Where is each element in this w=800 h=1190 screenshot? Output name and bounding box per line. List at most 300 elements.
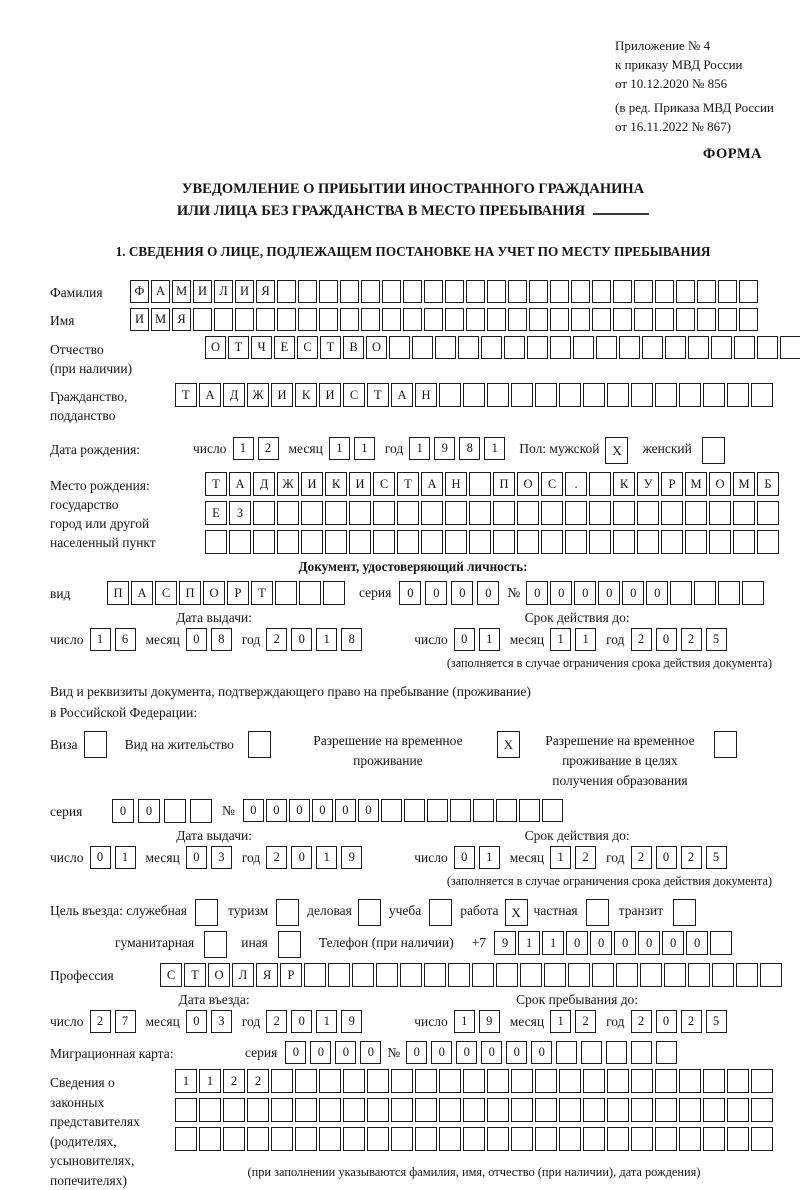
profession-cell[interactable] [616,963,638,987]
citizenship-cell[interactable] [727,383,749,407]
birth-day-cell[interactable]: 1 [233,437,254,460]
representative-cell[interactable]: 1 [199,1069,221,1093]
citizenship-cell[interactable] [679,383,701,407]
given-name-cell[interactable] [571,308,590,331]
citizenship-cell[interactable]: Н [415,383,437,407]
purpose-checkbox[interactable]: X [505,899,528,926]
surname-cell[interactable] [739,280,758,303]
representative-cell[interactable]: 2 [247,1069,269,1093]
patronymic-cell[interactable] [389,336,410,359]
profession-cell[interactable] [496,963,518,987]
birth-place-cell[interactable] [349,530,371,554]
representative-cell[interactable] [727,1098,749,1122]
migration-number-cell[interactable] [581,1041,602,1064]
representative-cell[interactable]: 2 [223,1069,245,1093]
birth-place-cell[interactable] [493,530,515,554]
representative-cell[interactable] [439,1098,461,1122]
phone-digit-cell[interactable]: 0 [686,931,708,955]
birth-place-cell[interactable]: И [301,472,323,496]
patronymic-cell[interactable] [688,336,709,359]
visa-checkbox[interactable] [84,731,107,758]
representative-cell[interactable] [631,1069,653,1093]
valid-month-cell[interactable]: 1 [575,628,596,651]
doc-kind-cell[interactable]: П [107,581,129,605]
birth-place-cell[interactable]: Т [397,472,419,496]
citizenship-cell[interactable]: Т [175,383,197,407]
phone-digit-cell[interactable]: 0 [566,931,588,955]
birth-year-cell[interactable]: 8 [459,437,480,460]
surname-cell[interactable] [634,280,653,303]
doc-series-cell[interactable]: 0 [425,581,447,605]
doc-kind-cell[interactable] [299,581,321,605]
valid-day-cell[interactable]: 1 [479,628,500,651]
issue-year-cell[interactable]: 1 [316,628,337,651]
valid-year-cell[interactable]: 5 [706,628,727,651]
surname-cell[interactable] [403,280,422,303]
citizenship-cell[interactable] [535,383,557,407]
issue-month-cell[interactable]: 0 [186,846,207,869]
issue-year-cell[interactable]: 2 [266,628,287,651]
birth-place-cell[interactable]: Е [205,501,227,525]
birth-month-cell[interactable]: 1 [354,437,375,460]
birth-place-cell[interactable] [253,501,275,525]
representative-cell[interactable] [343,1098,365,1122]
issue-month-cell[interactable]: 0 [186,628,207,651]
surname-cell[interactable] [718,280,737,303]
birth-place-cell[interactable] [637,530,659,554]
valid-year-cell[interactable]: 0 [656,628,677,651]
citizenship-cell[interactable] [751,383,773,407]
profession-cell[interactable] [544,963,566,987]
representative-cell[interactable] [391,1069,413,1093]
representative-cell[interactable] [703,1069,725,1093]
surname-cell[interactable] [655,280,674,303]
birth-place-cell[interactable]: Ж [277,472,299,496]
issue-year-cell[interactable]: 0 [291,628,312,651]
birth-place-cell[interactable] [541,501,563,525]
birth-place-cell[interactable] [397,530,419,554]
representative-cell[interactable] [175,1098,197,1122]
birth-place-cell[interactable] [589,501,611,525]
issue-day-cell[interactable]: 1 [90,628,111,651]
birth-place-cell[interactable] [421,501,443,525]
given-name-cell[interactable] [361,308,380,331]
stay-year-cell[interactable]: 2 [631,1010,652,1033]
surname-cell[interactable] [277,280,296,303]
residence-number-cell[interactable] [404,799,425,822]
doc-kind-cell[interactable]: Т [251,581,273,605]
doc-kind-cell[interactable]: О [203,581,225,605]
residence-series-cell[interactable] [164,799,186,823]
citizenship-cell[interactable] [511,383,533,407]
surname-cell[interactable]: Ф [130,280,149,303]
patronymic-cell[interactable]: С [297,336,318,359]
given-name-cell[interactable] [508,308,527,331]
valid-day-cell[interactable]: 0 [454,846,475,869]
male-checkbox[interactable]: X [605,437,628,464]
citizenship-cell[interactable] [607,383,629,407]
patronymic-cell[interactable] [757,336,778,359]
valid-month-cell[interactable]: 2 [575,846,596,869]
doc-kind-cell[interactable]: А [131,581,153,605]
purpose-checkbox[interactable] [429,899,452,926]
doc-number-cell[interactable]: 0 [526,581,548,605]
birth-place-cell[interactable]: О [709,472,731,496]
birth-place-cell[interactable] [685,501,707,525]
representative-cell[interactable] [415,1098,437,1122]
residence-permit-checkbox[interactable] [248,731,271,758]
purpose-checkbox[interactable] [195,899,218,926]
stay-day-cell[interactable]: 9 [479,1010,500,1033]
representative-cell[interactable] [391,1098,413,1122]
issue-year-cell[interactable]: 1 [316,846,337,869]
representative-cell[interactable] [295,1069,317,1093]
citizenship-cell[interactable]: Ж [247,383,269,407]
residence-number-cell[interactable]: 0 [243,799,264,822]
patronymic-cell[interactable]: Е [274,336,295,359]
citizenship-cell[interactable] [463,383,485,407]
residence-number-cell[interactable] [450,799,471,822]
citizenship-cell[interactable] [487,383,509,407]
representative-cell[interactable] [415,1127,437,1151]
patronymic-cell[interactable]: О [205,336,226,359]
patronymic-cell[interactable] [550,336,571,359]
profession-cell[interactable] [304,963,326,987]
birth-place-cell[interactable]: Д [253,472,275,496]
patronymic-cell[interactable]: Т [320,336,341,359]
issue-year-cell[interactable]: 9 [341,846,362,869]
purpose-checkbox[interactable] [276,899,299,926]
representative-cell[interactable] [679,1069,701,1093]
birth-place-cell[interactable] [277,501,299,525]
issue-month-cell[interactable]: 3 [211,846,232,869]
stay-month-cell[interactable]: 1 [550,1010,571,1033]
surname-cell[interactable]: М [172,280,191,303]
residence-number-cell[interactable] [542,799,563,822]
citizenship-cell[interactable]: И [319,383,341,407]
birth-place-cell[interactable] [373,530,395,554]
phone-digit-cell[interactable]: 0 [638,931,660,955]
phone-digit-cell[interactable]: 1 [542,931,564,955]
surname-cell[interactable] [697,280,716,303]
citizenship-cell[interactable]: И [271,383,293,407]
doc-series-cell[interactable]: 0 [477,581,499,605]
citizenship-cell[interactable] [559,383,581,407]
doc-number-cell[interactable]: 0 [598,581,620,605]
patronymic-cell[interactable] [711,336,732,359]
birth-place-cell[interactable] [613,501,635,525]
patronymic-cell[interactable] [435,336,456,359]
representative-cell[interactable] [535,1098,557,1122]
representative-cell[interactable] [751,1127,773,1151]
representative-cell[interactable] [631,1098,653,1122]
profession-cell[interactable] [328,963,350,987]
citizenship-cell[interactable]: Т [367,383,389,407]
representative-cell[interactable] [319,1127,341,1151]
given-name-cell[interactable] [529,308,548,331]
doc-kind-cell[interactable] [323,581,345,605]
birth-place-cell[interactable] [349,501,371,525]
patronymic-cell[interactable] [665,336,686,359]
birth-place-cell[interactable]: П [493,472,515,496]
stay-day-cell[interactable]: 1 [454,1010,475,1033]
doc-number-cell[interactable] [742,581,764,605]
representative-cell[interactable] [463,1127,485,1151]
surname-cell[interactable] [676,280,695,303]
surname-cell[interactable] [361,280,380,303]
given-name-cell[interactable] [340,308,359,331]
phone-digit-cell[interactable]: 0 [662,931,684,955]
representative-cell[interactable] [511,1098,533,1122]
representative-cell[interactable] [223,1127,245,1151]
valid-year-cell[interactable]: 0 [656,846,677,869]
given-name-cell[interactable] [718,308,737,331]
representative-cell[interactable] [751,1098,773,1122]
patronymic-cell[interactable]: О [366,336,387,359]
migration-number-cell[interactable] [631,1041,652,1064]
migration-series-cell[interactable]: 0 [310,1041,331,1064]
patronymic-cell[interactable] [780,336,800,359]
birth-place-cell[interactable]: Н [445,472,467,496]
representative-cell[interactable] [607,1127,629,1151]
representative-cell[interactable] [559,1069,581,1093]
citizenship-cell[interactable] [583,383,605,407]
representative-cell[interactable] [199,1098,221,1122]
entry-month-cell[interactable]: 0 [186,1010,207,1033]
doc-number-cell[interactable] [718,581,740,605]
temp-residence-education-checkbox[interactable] [714,731,737,758]
patronymic-cell[interactable] [734,336,755,359]
profession-cell[interactable] [568,963,590,987]
profession-cell[interactable] [592,963,614,987]
surname-cell[interactable] [382,280,401,303]
representative-cell[interactable] [391,1127,413,1151]
profession-cell[interactable] [448,963,470,987]
birth-place-cell[interactable] [757,501,779,525]
surname-cell[interactable] [466,280,485,303]
profession-cell[interactable]: Я [256,963,278,987]
phone-digit-cell[interactable]: 9 [494,931,516,955]
birth-place-cell[interactable] [205,530,227,554]
issue-year-cell[interactable]: 8 [341,628,362,651]
birth-place-cell[interactable] [589,530,611,554]
doc-kind-cell[interactable]: С [155,581,177,605]
representative-cell[interactable] [487,1098,509,1122]
surname-cell[interactable] [508,280,527,303]
representative-cell[interactable] [199,1127,221,1151]
surname-cell[interactable] [592,280,611,303]
birth-place-cell[interactable] [325,501,347,525]
purpose-checkbox[interactable] [586,899,609,926]
entry-day-cell[interactable]: 7 [115,1010,136,1033]
representative-cell[interactable] [751,1069,773,1093]
patronymic-cell[interactable] [642,336,663,359]
surname-cell[interactable] [319,280,338,303]
given-name-cell[interactable] [277,308,296,331]
residence-series-cell[interactable] [190,799,212,823]
representative-cell[interactable] [511,1127,533,1151]
representative-cell[interactable] [271,1069,293,1093]
entry-day-cell[interactable]: 2 [90,1010,111,1033]
birth-place-cell[interactable] [277,530,299,554]
birth-place-cell[interactable]: К [613,472,635,496]
valid-year-cell[interactable]: 2 [681,628,702,651]
valid-year-cell[interactable]: 2 [631,846,652,869]
surname-cell[interactable]: Л [214,280,233,303]
patronymic-cell[interactable] [596,336,617,359]
birth-year-cell[interactable]: 1 [484,437,505,460]
birth-place-cell[interactable]: О [517,472,539,496]
profession-cell[interactable] [376,963,398,987]
migration-number-cell[interactable]: 0 [456,1041,477,1064]
representative-cell[interactable] [271,1127,293,1151]
profession-cell[interactable] [664,963,686,987]
entry-month-cell[interactable]: 3 [211,1010,232,1033]
surname-cell[interactable] [298,280,317,303]
temp-residence-checkbox[interactable]: X [497,731,520,758]
given-name-cell[interactable] [298,308,317,331]
representative-cell[interactable] [511,1069,533,1093]
birth-place-cell[interactable]: А [421,472,443,496]
migration-number-cell[interactable]: 0 [431,1041,452,1064]
birth-place-cell[interactable]: Т [205,472,227,496]
birth-place-cell[interactable] [565,501,587,525]
representative-cell[interactable] [295,1127,317,1151]
purpose-checkbox[interactable] [204,931,227,958]
profession-cell[interactable] [400,963,422,987]
birth-place-cell[interactable] [757,530,779,554]
birth-place-cell[interactable] [445,530,467,554]
doc-kind-cell[interactable] [275,581,297,605]
birth-place-cell[interactable] [373,501,395,525]
representative-cell[interactable] [415,1069,437,1093]
representative-cell[interactable] [655,1127,677,1151]
given-name-cell[interactable] [592,308,611,331]
patronymic-cell[interactable]: В [343,336,364,359]
birth-place-cell[interactable] [709,501,731,525]
birth-place-cell[interactable]: Б [757,472,779,496]
given-name-cell[interactable] [193,308,212,331]
surname-cell[interactable] [445,280,464,303]
given-name-cell[interactable] [445,308,464,331]
migration-series-cell[interactable]: 0 [285,1041,306,1064]
migration-number-cell[interactable]: 0 [406,1041,427,1064]
phone-digit-cell[interactable] [710,931,732,955]
representative-cell[interactable]: 1 [175,1069,197,1093]
issue-month-cell[interactable]: 8 [211,628,232,651]
representative-cell[interactable] [295,1098,317,1122]
representative-cell[interactable] [247,1127,269,1151]
citizenship-cell[interactable] [703,383,725,407]
surname-cell[interactable]: Я [256,280,275,303]
residence-number-cell[interactable] [519,799,540,822]
surname-cell[interactable] [340,280,359,303]
patronymic-cell[interactable]: Ч [251,336,272,359]
birth-place-cell[interactable]: И [349,472,371,496]
birth-year-cell[interactable]: 9 [434,437,455,460]
profession-cell[interactable]: Р [280,963,302,987]
patronymic-cell[interactable] [527,336,548,359]
representative-cell[interactable] [175,1127,197,1151]
profession-cell[interactable]: Т [184,963,206,987]
doc-number-cell[interactable]: 0 [550,581,572,605]
given-name-cell[interactable] [214,308,233,331]
surname-cell[interactable] [613,280,632,303]
representative-cell[interactable] [727,1069,749,1093]
purpose-checkbox[interactable] [358,899,381,926]
residence-number-cell[interactable]: 0 [335,799,356,822]
representative-cell[interactable] [487,1069,509,1093]
surname-cell[interactable] [487,280,506,303]
representative-cell[interactable] [223,1098,245,1122]
entry-year-cell[interactable]: 1 [316,1010,337,1033]
citizenship-cell[interactable]: С [343,383,365,407]
representative-cell[interactable] [367,1069,389,1093]
doc-number-cell[interactable]: 0 [574,581,596,605]
entry-year-cell[interactable]: 9 [341,1010,362,1033]
representative-cell[interactable] [343,1069,365,1093]
given-name-cell[interactable] [487,308,506,331]
citizenship-cell[interactable]: А [391,383,413,407]
representative-cell[interactable] [631,1127,653,1151]
representative-cell[interactable] [439,1127,461,1151]
residence-series-cell[interactable]: 0 [138,799,160,823]
valid-month-cell[interactable]: 1 [550,628,571,651]
migration-series-cell[interactable]: 0 [335,1041,356,1064]
representative-cell[interactable] [583,1098,605,1122]
stay-month-cell[interactable]: 2 [575,1010,596,1033]
birth-place-cell[interactable] [445,501,467,525]
phone-digit-cell[interactable]: 0 [590,931,612,955]
given-name-cell[interactable] [424,308,443,331]
representative-cell[interactable] [607,1069,629,1093]
birth-place-cell[interactable]: М [685,472,707,496]
patronymic-cell[interactable] [458,336,479,359]
migration-number-cell[interactable] [606,1041,627,1064]
issue-day-cell[interactable]: 6 [115,628,136,651]
surname-cell[interactable]: А [151,280,170,303]
given-name-cell[interactable]: Я [172,308,191,331]
birth-place-cell[interactable] [709,530,731,554]
profession-cell[interactable]: С [160,963,182,987]
profession-cell[interactable] [736,963,758,987]
birth-place-cell[interactable] [685,530,707,554]
entry-year-cell[interactable]: 2 [266,1010,287,1033]
purpose-checkbox[interactable] [278,931,301,958]
representative-cell[interactable] [679,1098,701,1122]
patronymic-cell[interactable] [619,336,640,359]
birth-place-cell[interactable] [517,501,539,525]
surname-cell[interactable] [424,280,443,303]
representative-cell[interactable] [703,1098,725,1122]
profession-cell[interactable] [640,963,662,987]
issue-year-cell[interactable]: 2 [266,846,287,869]
representative-cell[interactable] [487,1127,509,1151]
valid-year-cell[interactable]: 2 [631,628,652,651]
birth-place-cell[interactable] [613,530,635,554]
birth-place-cell[interactable] [397,501,419,525]
birth-place-cell[interactable]: Р [661,472,683,496]
doc-series-cell[interactable]: 0 [451,581,473,605]
citizenship-cell[interactable]: К [295,383,317,407]
representative-cell[interactable] [439,1069,461,1093]
representative-cell[interactable] [463,1069,485,1093]
migration-number-cell[interactable]: 0 [481,1041,502,1064]
birth-place-cell[interactable] [565,530,587,554]
citizenship-cell[interactable]: Д [223,383,245,407]
representative-cell[interactable] [535,1069,557,1093]
birth-place-cell[interactable] [469,501,491,525]
